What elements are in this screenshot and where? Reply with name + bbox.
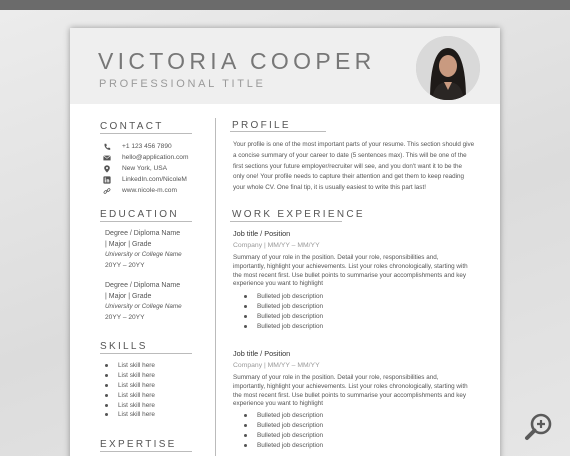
job-bullet: Bulleted job description (244, 421, 323, 431)
location-icon (102, 164, 112, 174)
job-bullet: Bulleted job description (244, 441, 323, 451)
top-bar (0, 0, 570, 10)
contact-list (102, 141, 188, 196)
job-summary: Summary of your role in the position. Detail your role, responsibilities and, importantly, highlight your achievements. List your roles chronologically, starting with the most recent first. Use bullet points to summarise your accomplishments and key experience you want to highlight (233, 254, 468, 288)
contact-heading: CONTACT (100, 121, 164, 132)
job-bullet: Bulleted job description (244, 431, 323, 441)
degree-major: | Major | Grade (105, 292, 152, 300)
resume-page (70, 28, 500, 456)
contact-linkedin: LinkedIn.com/NicoleM (122, 176, 187, 183)
degree-name: Degree / Diploma Name (105, 282, 181, 289)
skills-list (105, 361, 155, 420)
skill-item: List skill here (105, 400, 155, 410)
education-years: 20YY – 20YY (105, 261, 145, 269)
expertise-underline (100, 451, 192, 452)
job-bullets (244, 411, 323, 451)
education-years: 20YY – 20YY (105, 313, 145, 321)
job-company: Company | MM/YY – MM/YY (233, 362, 320, 369)
contact-item (102, 152, 188, 163)
zoom-in-icon[interactable] (522, 410, 556, 444)
university-name: University or College Name (105, 251, 182, 258)
job-company: Company | MM/YY – MM/YY (233, 242, 320, 249)
resume-name: VICTORIA COOPER (98, 48, 376, 74)
profile-heading: PROFILE (232, 120, 291, 131)
contact-website: www.nicole-m.com (122, 187, 177, 194)
email-icon (102, 153, 112, 163)
linkedin-icon (102, 175, 112, 185)
skill-item: List skill here (105, 390, 155, 400)
skill-item: List skill here (105, 371, 155, 381)
professional-title: PROFESSIONAL TITLE (99, 78, 266, 90)
education-entry (105, 229, 182, 271)
contact-underline (100, 133, 192, 134)
skill-item: List skill here (105, 410, 155, 420)
job-title: Job title / Position (233, 349, 291, 358)
contact-phone: +1 123 456 7890 (122, 143, 172, 150)
expertise-heading: EXPERTISE (100, 439, 177, 450)
work-experience-underline (230, 221, 342, 222)
job-bullet: Bulleted job description (244, 411, 323, 421)
job-bullet: Bulleted job description (244, 322, 323, 332)
profile-text: Your profile is one of the most important parts of your resume. This section should give a concise summary of your career to date (5 sentences max). This will be one of the first sections your future employer/recruiter will see, and you don't want it to be the only one! Your profile needs to capture their attention and get them to keep reading your whole CV. One final tip, it is usually easiest to write this part last! (233, 141, 475, 192)
phone-icon (102, 142, 112, 152)
work-experience-heading: WORK EXPERIENCE (232, 209, 365, 220)
job-bullet: Bulleted job description (244, 312, 323, 322)
profile-photo-image (416, 36, 480, 100)
skill-item: List skill here (105, 381, 155, 391)
degree-name: Degree / Diploma Name (105, 230, 181, 237)
profile-photo (416, 36, 480, 100)
contact-item (102, 163, 188, 174)
column-divider (215, 118, 216, 456)
contact-item (102, 185, 188, 196)
university-name: University or College Name (105, 303, 182, 310)
education-entry (105, 281, 182, 323)
contact-item (102, 141, 188, 152)
skills-heading: SKILLS (100, 341, 148, 352)
skill-item: List skill here (105, 361, 155, 371)
education-heading: EDUCATION (100, 209, 179, 220)
job-bullet: Bulleted job description (244, 302, 323, 312)
profile-underline (230, 131, 326, 132)
job-summary: Summary of your role in the position. Detail your role, responsibilities and, importantly, highlight your achievements. List your roles chronologically, starting with the most recent first. Use bullet points to summarise your accomplishments and key experience you want to highlight (233, 374, 468, 408)
website-icon (102, 186, 112, 196)
contact-email: hello@application.com (122, 154, 189, 161)
degree-major: | Major | Grade (105, 240, 152, 248)
contact-item (102, 174, 188, 185)
contact-location: New York, USA (122, 165, 168, 172)
education-underline (100, 221, 192, 222)
skills-underline (100, 353, 192, 354)
job-title: Job title / Position (233, 229, 291, 238)
job-bullet: Bulleted job description (244, 292, 323, 302)
job-bullets (244, 292, 323, 332)
